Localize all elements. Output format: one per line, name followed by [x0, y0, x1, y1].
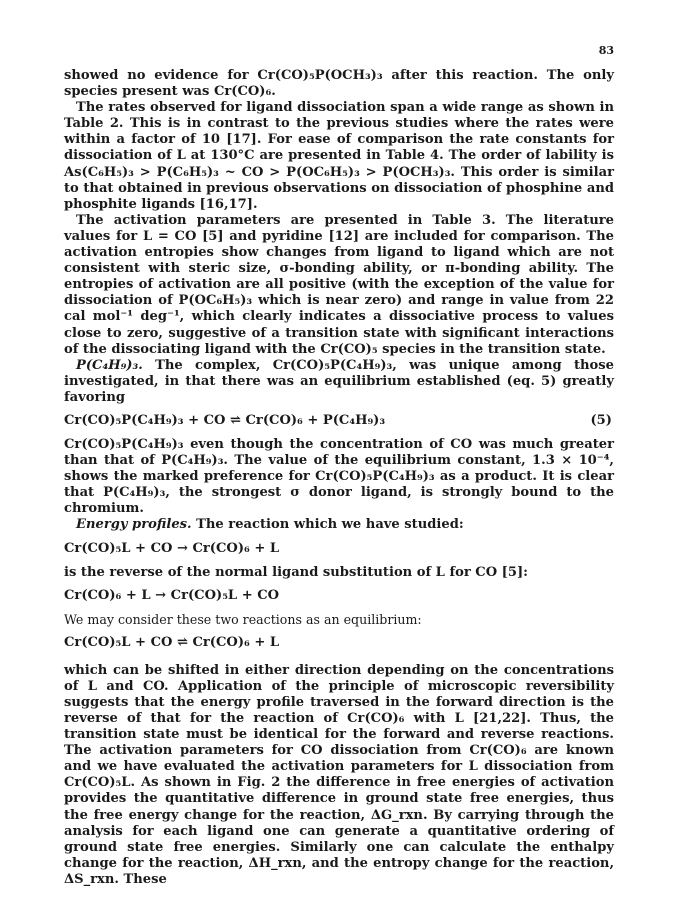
paragraph: We may consider these two reactions as an equilibrium: — [64, 611, 422, 627]
paragraph-text: The reaction which we have studied: — [191, 517, 464, 533]
equation-text: Cr(CO)₆ + L → Cr(CO)₅L + CO — [64, 587, 280, 603]
paragraph: Cr(CO)₅P(C₄H₉)₃ even though the concentration of CO was much greater than that of P(C₄H₉)₃. The value of the equilibrium constant, 1.3 × 10⁻⁴, shows the marked preference for Cr(CO)₅P(C₄H₉)₃ as a product. It is clear that P(C₄H₉)₃, the strongest σ donor ligand, is strongly bound to the chromium. — [64, 436, 614, 517]
paragraph — [64, 517, 614, 533]
paragraph: The rates observed for ligand dissociation span a wide range as shown in Table 2. This is in contrast to the previous studies where the rates were within a factor of 10 [17]. For ease of comparison the rate constants for dissociation of L at 130°C are presented in Table 4. The order of lability is As(C₆H₅)₃ > P(C₆H₅)₃ ~ CO > P(OC₆H₅)₃ > P(OCH₃)₃. This order is similar to that obtained in previous observations on dissociation of phosphine and phosphite ligands [16,17]. — [64, 100, 614, 212]
equation-number: (5) — [590, 412, 612, 428]
paragraph — [64, 358, 614, 406]
equation-text: Cr(CO)₅L + CO ⇌ Cr(CO)₆ + L — [64, 634, 280, 650]
equation-text: Cr(CO)₅P(C₄H₉)₃ + CO ⇌ Cr(CO)₆ + P(C₄H₉)₃ — [64, 412, 386, 428]
paragraph: The activation parameters are presented in Table 3. The literature values for L = CO [5] and pyridine [12] are included for comparison. The activation entropies show changes from ligand to ligand which are not consistent with steric size, σ-bonding ability, or π-bonding ability. The entropies of activation are all positive (with the exception of the value for dissociation of P(OC₆H₅)₃ which is near zero) and range in value from 22 cal mol⁻¹ deg⁻¹, which clearly indicates a dissociative process to values close to zero, suggestive of a transition state with significant interactions of the dissociating ligand with the Cr(CO)₅ species in the transition state. — [64, 212, 614, 357]
paragraph: is the reverse of the normal ligand substitution of L for CO [5]: — [64, 564, 528, 580]
paragraph: which can be shifted in either direction depending on the concentrations of L and CO. Application of the principle of microscopic reversibility suggests that the energy profile traversed in the forward direction is the reverse of that for the reaction of Cr(CO)₆ with L [21,22]. Thus, the transition state must be identical for the forward and reverse reactions. The activation parameters for CO dissociation from Cr(CO)₆ are known and we have evaluated the activation parameters for L dissociation from Cr(CO)₅L. As shown in Fig. 2 the difference in free energies of activation provides the quantitative difference in ground state free energies, thus the free energy change for the reaction, ΔG_rxn. By carrying through the analysis for each ligand one can generate a quantitative ordering of ground state free energies. Similarly one can calculate the enthalpy change for the reaction, ΔH_rxn, and the entropy change for the reaction, ΔS_rxn. These — [64, 662, 614, 887]
text-body — [64, 68, 614, 888]
paragraph-text: The complex, Cr(CO)₅P(C₄H₉)₃, was unique among those investigated, in that there was an equilibrium established (eq. 5) greatly favoring — [64, 357, 614, 405]
equation — [64, 588, 614, 604]
page-number: 83 — [598, 44, 614, 57]
run-in-heading: Energy profiles. — [76, 517, 192, 533]
equation — [64, 635, 614, 651]
run-in-heading: P(C₄H₉)₃. — [76, 357, 143, 373]
paragraph: showed no evidence for Cr(CO)₅P(OCH₃)₃ after this reaction. The only species present was Cr(CO)₆. — [64, 68, 614, 100]
equation-text: Cr(CO)₅L + CO → Cr(CO)₆ + L — [64, 540, 280, 556]
equation — [64, 413, 614, 429]
equation — [64, 541, 614, 557]
